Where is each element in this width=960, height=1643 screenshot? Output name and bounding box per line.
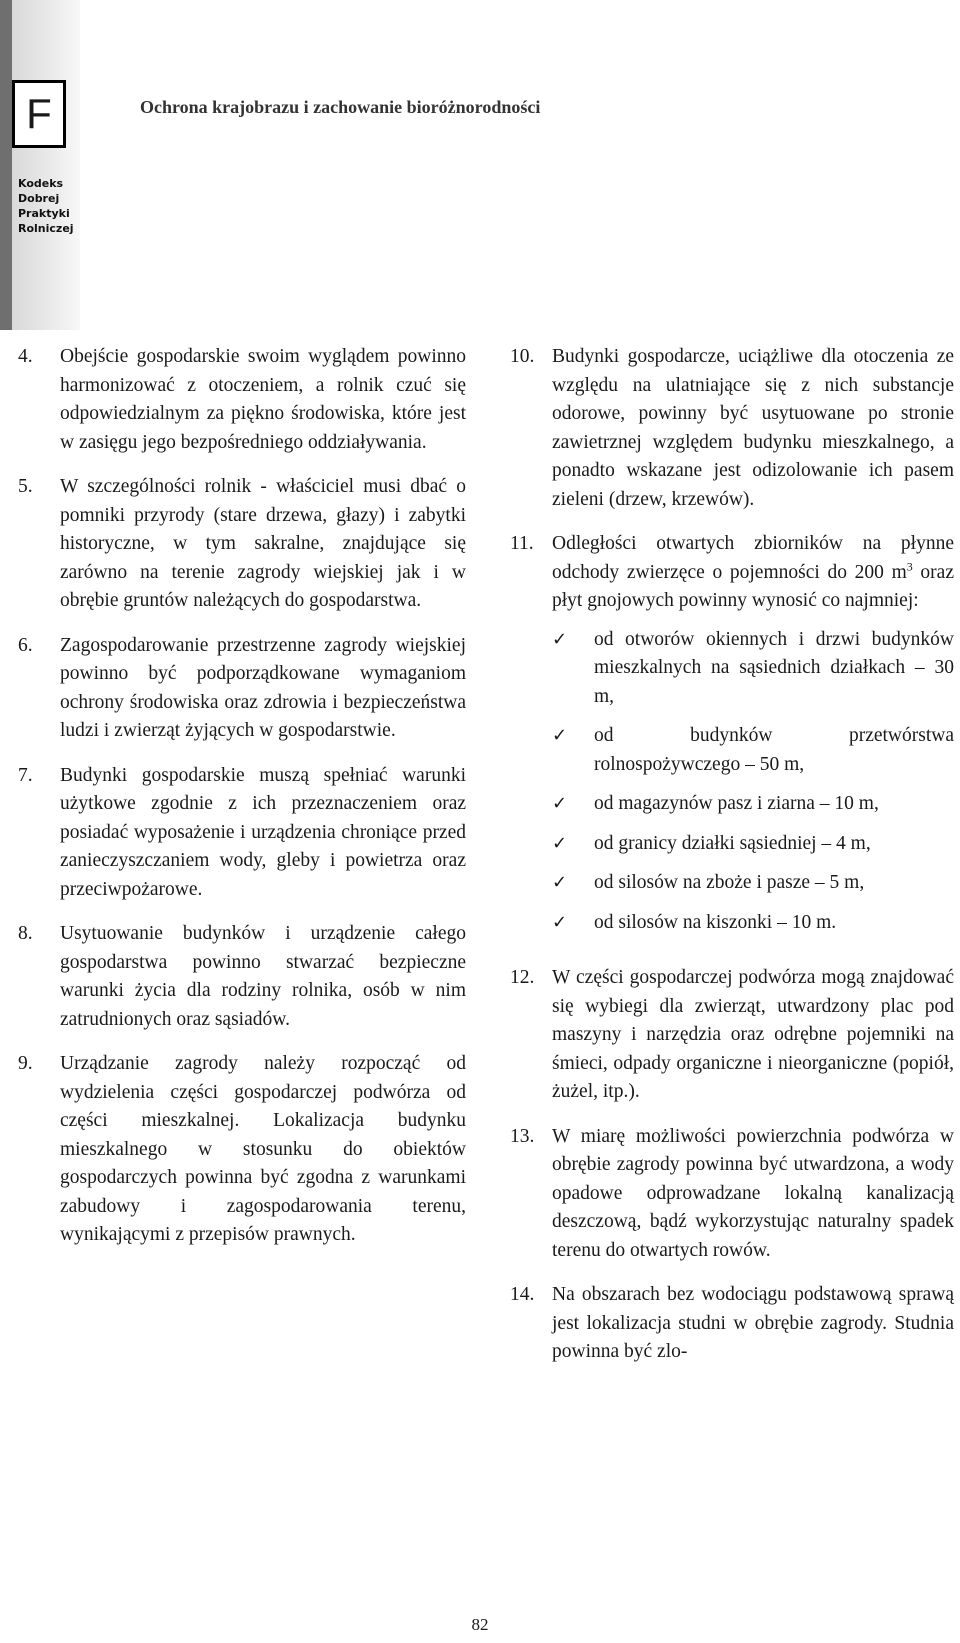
checkmark-icon: ✓ [552, 911, 568, 933]
checklist-text: od silosów na kiszonki – 10 m. [594, 911, 837, 933]
checklist-text: od otworów okiennych i drzwi budynków mieszkalnych na sąsiednich działkach – 30 m, [594, 628, 954, 707]
list-item [18, 343, 466, 457]
item-number: 11. [510, 533, 534, 554]
checklist-item [552, 869, 954, 898]
checkmark-icon: ✓ [552, 832, 568, 854]
checklist-text: od silosów na zboże i pasze – 5 m, [594, 872, 865, 893]
checklist-text: od granicy działki sąsiedniej – 4 m, [594, 832, 871, 854]
item-text: W miarę możliwości powierzchnia podwórza w obrębie zagrody powinna być utwardzona, a wody opadowe odprowadzane lokalną kanalizacją deszczową, bądź wykorzystując naturalny spadek terenu do otwartych rowów. [552, 1125, 954, 1261]
item-number: 8. [18, 923, 33, 944]
list-item [18, 632, 466, 746]
checklist-item [552, 830, 954, 859]
checklist-item [552, 909, 954, 938]
checkmark-icon: ✓ [552, 793, 568, 814]
item-number: 14. [510, 1284, 535, 1305]
list-item [510, 343, 954, 514]
item-number: 9. [18, 1053, 33, 1074]
side-decoration-bar [0, 0, 80, 330]
item-text: Usytuowanie budynków i urządzenie całego gospodarstwa powinno stwarzać bezpieczne warunki życia dla rodziny rolnika, osób w nim zatrudnionych oraz sąsiadów. [60, 923, 466, 1030]
item-text: W szczególności rolnik - właściciel musi dbać o pomniki przyrody (stare drzewa, głazy) i zabytki historyczne, w tym sakralne, znajdujące się zarówno na terenie zagrody wiejskiej jak i w obrębie gruntów należących do gospodarstwa. [60, 476, 466, 611]
right-column [510, 343, 954, 1383]
side-label-line: Praktyki [18, 207, 70, 220]
side-label-line: Rolniczej [18, 222, 74, 235]
item-number: 5. [18, 476, 33, 497]
item-number: 13. [510, 1125, 535, 1147]
item-text: W części gospodarczej podwórza mogą znajdować się wybiegi dla zwierząt, utwardzony plac pod maszyny i narzędzia oraz odrębne pojemniki na śmieci, odpady organiczne i nieorganiczne (popiół, żużel, itp.). [552, 967, 954, 1102]
list-item [510, 964, 954, 1107]
item-body [552, 530, 954, 948]
section-letter-box: F [12, 80, 66, 148]
checklist-item [552, 722, 954, 779]
side-label [18, 176, 74, 236]
list-item [18, 1050, 466, 1250]
left-column [18, 343, 466, 1266]
list-item [510, 1281, 954, 1367]
item-text: Budynki gospodarcze, uciążliwe dla otoczenia ze względu na ulatniające się z nich substancje odorowe, powinny być usytuowane po stronie zawietrznej względem budynku mieszkalnego, a ponadto wskazane jest odizolowanie ich pasem zieleni (drzew, krzewów). [552, 346, 954, 510]
side-label-line: Dobrej [18, 192, 60, 205]
item-text: Zagospodarowanie przestrzenne zagrody wiejskiej powinno być podporządkowane wymaganiom ochrony środowiska oraz zdrowia i bezpieczeństwa ludzi i zwierząt żyjących w gospodarstwie. [60, 634, 466, 741]
list-item [18, 473, 466, 616]
checklist-item [552, 626, 954, 712]
item-text: Budynki gospodarskie muszą spełniać warunki użytkowe zgodnie z ich przeznaczeniem oraz posiadać wyposażenie i urządzenia chroniące przed zanieczyszczaniem wody, gleby i powietrza oraz przeciwpożarowe. [60, 764, 466, 900]
item-number: 10. [510, 346, 535, 367]
superscript: 3 [906, 559, 913, 573]
page-number: 82 [471, 1615, 489, 1634]
item-text: oraz płyt gnojowych powinny wynosić co najmniej: [552, 561, 954, 611]
list-item [510, 530, 954, 948]
list-item [18, 920, 466, 1034]
list-item [510, 1123, 954, 1266]
item-text: Urządzanie zagrody należy rozpocząć od wydzielenia części gospodarczej podwórza od części mieszkalnej. Lokalizacja budynku mieszkalnego w stosunku do obiektów gospodarczych powinna być zgodna z warunkami zabudowy i zagospodarowania terenu, wynikającymi z przepisów prawnych. [60, 1053, 466, 1245]
item-text: Na obszarach bez wodociągu podstawową sprawą jest lokalizacja studni w obrębie zagrody. Studnia powinna być zlo- [552, 1284, 954, 1362]
checkmark-icon: ✓ [552, 725, 568, 746]
item-number: 12. [510, 967, 535, 988]
item-text: Obejście gospodarskie swoim wyglądem powinno harmonizować z otoczeniem, a rolnik czuć się odpowiedzialnym za piękno środowiska, które jest w zasięgu jego bezpośredniego oddziaływania. [60, 346, 466, 453]
item-number: 7. [18, 764, 33, 786]
checklist-text: od budynków przetwórstwa rolnospożywczego – 50 m, [594, 725, 954, 775]
section-title: Ochrona krajobrazu i zachowanie bioróżnorodności [140, 97, 541, 117]
list-item [18, 762, 466, 905]
checklist-item [552, 790, 954, 819]
item-number: 6. [18, 634, 33, 656]
checkmark-icon: ✓ [552, 628, 568, 650]
item-number: 4. [18, 346, 33, 367]
side-label-line: Kodeks [18, 177, 64, 190]
checklist [552, 626, 954, 938]
item-text: Odległości otwartych zbiorników na płynne odchody zwierzęce o pojemności do 200 m [552, 533, 954, 583]
checklist-text: od magazynów pasz i ziarna – 10 m, [594, 793, 879, 814]
checkmark-icon: ✓ [552, 872, 568, 893]
